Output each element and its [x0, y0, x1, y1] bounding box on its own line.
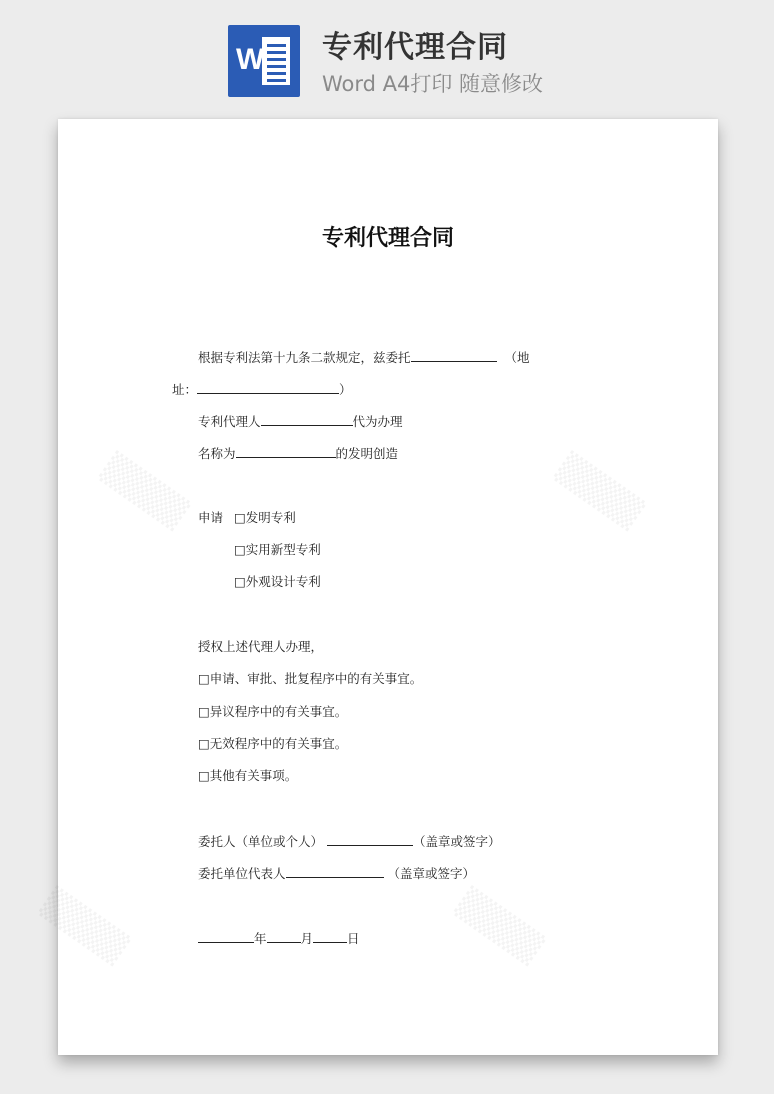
agent-suffix: 代为办理: [352, 414, 403, 429]
apply-label: 申请: [198, 510, 224, 525]
apply-option-invention[interactable]: □发明专利: [234, 510, 296, 525]
header-title: 专利代理合同: [322, 30, 508, 65]
authorize-item-invalidation[interactable]: □无效程序中的有关事宜。: [198, 736, 348, 751]
authorize-item-application[interactable]: □申请、审批、批复程序中的有关事宜。: [198, 671, 423, 686]
client-name-blank[interactable]: [411, 348, 497, 362]
client-signature-line: [198, 832, 501, 851]
header-subtitle: Word A4打印 随意修改: [322, 72, 544, 96]
year-blank[interactable]: [198, 929, 254, 943]
word-letter: W: [236, 43, 265, 76]
name-label: 名称为: [198, 446, 236, 461]
watermark: [451, 886, 547, 968]
authorize-item-other[interactable]: □其他有关事项。: [198, 768, 298, 783]
document-page: [58, 119, 718, 1055]
apply-option-utility[interactable]: □实用新型专利: [234, 542, 321, 557]
address-blank[interactable]: [197, 380, 339, 394]
watermark: [551, 451, 647, 533]
client-suffix: （盖章或签字）: [413, 834, 501, 849]
watermark: [36, 886, 132, 968]
address-open: （地: [504, 350, 530, 365]
date-year: 年: [254, 931, 267, 946]
date-month: 月: [300, 931, 314, 946]
name-suffix: 的发明创造: [335, 446, 399, 461]
invention-name-line: [198, 444, 398, 463]
rep-label: 委托单位代表人: [198, 866, 286, 881]
authorize-text: 授权上述代理人办理，: [198, 639, 324, 654]
agent-label: 专利代理人: [198, 414, 261, 429]
authorize-item-objection[interactable]: □异议程序中的有关事宜。: [198, 704, 348, 719]
agent-line: [198, 412, 403, 431]
date-line: [198, 929, 360, 948]
client-label: 委托人（单位或个人）: [198, 834, 324, 849]
invention-name-blank[interactable]: [236, 444, 336, 458]
address-close: ）: [339, 382, 352, 397]
address-line: [172, 380, 352, 399]
watermark: [96, 451, 192, 533]
date-day: 日: [347, 931, 360, 946]
agent-blank[interactable]: [261, 412, 353, 426]
rep-suffix: （盖章或签字）: [387, 866, 476, 881]
apply-option-design[interactable]: □外观设计专利: [234, 574, 321, 589]
day-blank[interactable]: [313, 929, 347, 943]
address-label: 址：: [172, 382, 198, 397]
representative-signature-line: [198, 864, 475, 883]
page-header: [0, 0, 774, 110]
client-signature-blank[interactable]: [327, 832, 413, 846]
clause-line-1: [198, 348, 530, 367]
word-icon: [228, 25, 300, 97]
rep-signature-blank[interactable]: [286, 864, 384, 878]
document-title: 专利代理合同: [321, 226, 454, 251]
clause-text: 根据专利法第十九条二款规定，兹委托: [198, 350, 411, 365]
month-blank[interactable]: [267, 929, 301, 943]
